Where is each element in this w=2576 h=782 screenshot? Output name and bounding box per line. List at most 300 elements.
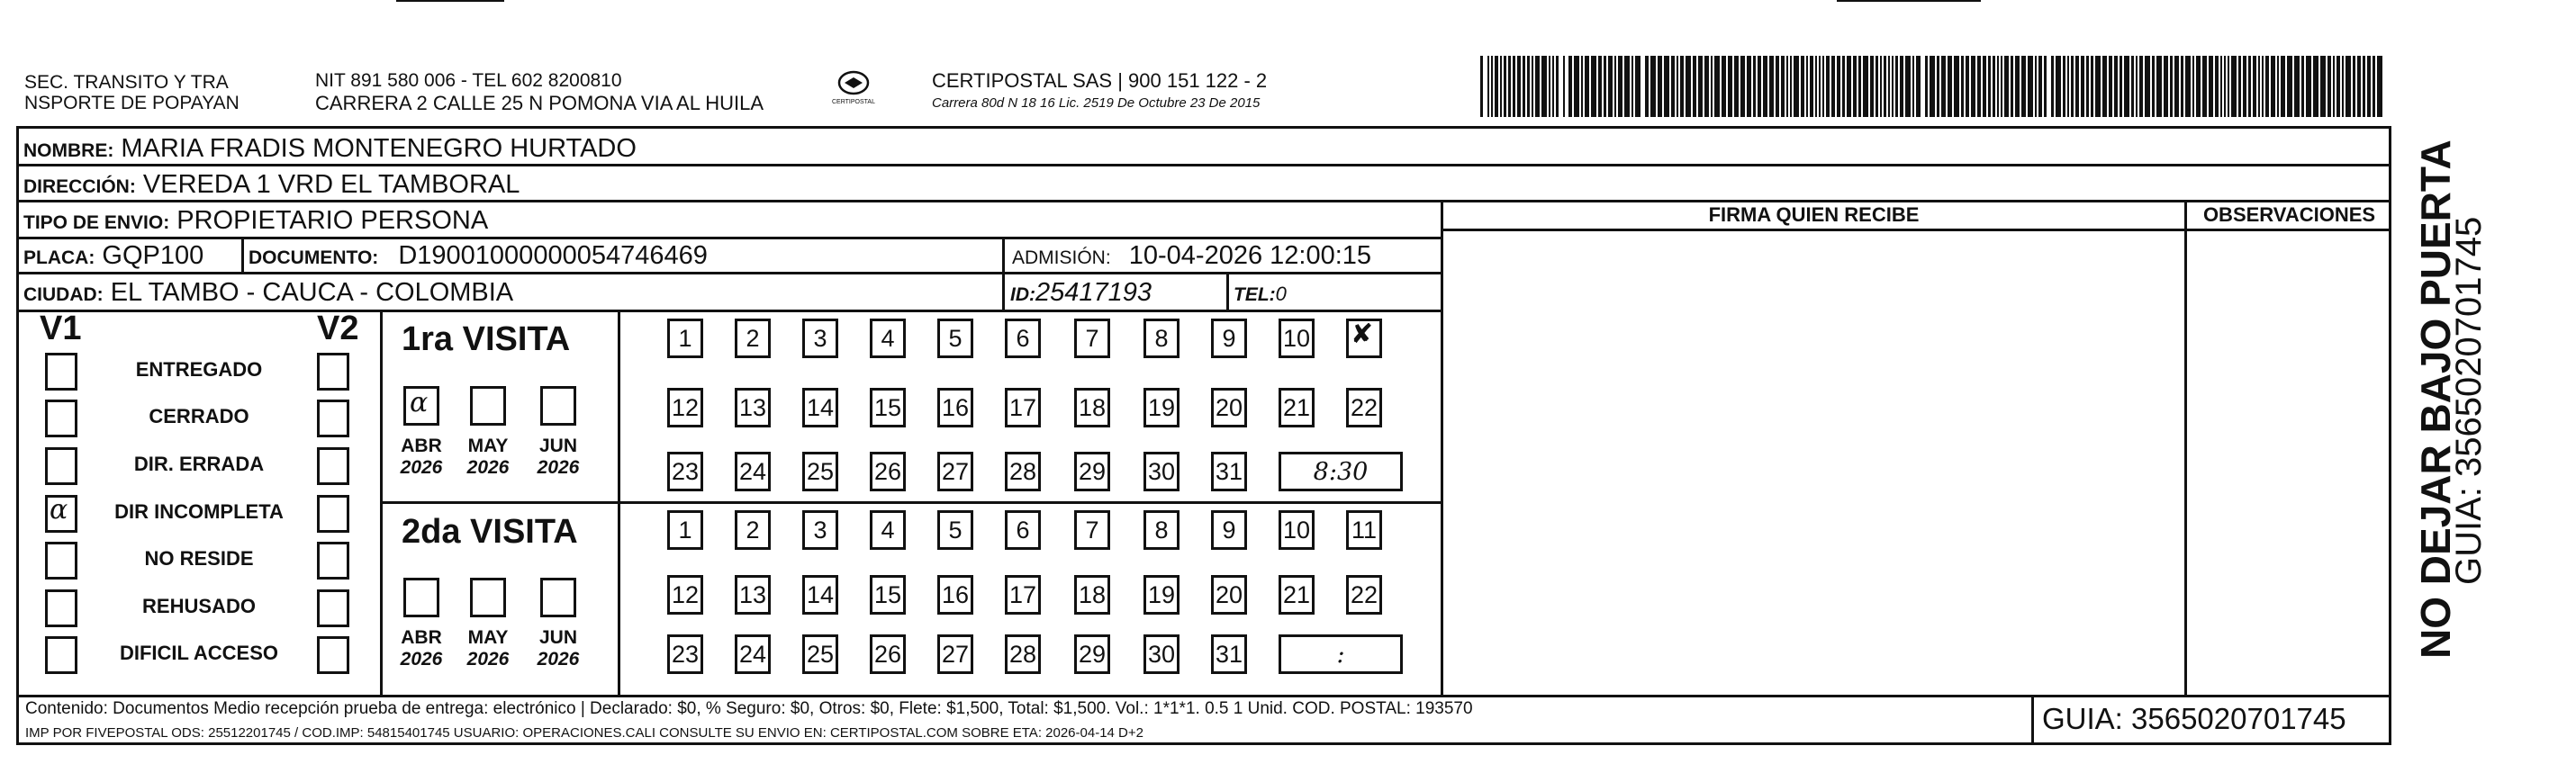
- barcode-bar: [1892, 56, 1894, 117]
- barcode-bar: [1608, 56, 1613, 117]
- barcode-bar: [1916, 56, 1921, 117]
- visit1-title: 1ra VISITA: [402, 320, 571, 358]
- courier-logo: [818, 68, 890, 113]
- barcode-bar: [1997, 56, 1999, 117]
- day-box[interactable]: 6: [1005, 319, 1041, 358]
- status-label: REHUSADO: [142, 595, 256, 617]
- barcode-bar: [1819, 56, 1821, 117]
- status-v2-checkbox[interactable]: [317, 447, 349, 485]
- day-box[interactable]: 10: [1279, 510, 1315, 550]
- barcode-bar: [2086, 56, 2089, 117]
- day-box[interactable]: 21: [1279, 575, 1315, 615]
- barcode-bar: [1591, 56, 1596, 117]
- month-checkbox[interactable]: [403, 578, 439, 617]
- barcode-bar: [1966, 56, 1969, 117]
- barcode-bar: [2152, 56, 2155, 117]
- barcode-bar: [1993, 56, 1995, 117]
- barcode-bar: [2124, 56, 2129, 117]
- barcode-bar: [2333, 56, 2335, 117]
- barcode-bar: [1831, 56, 1835, 117]
- day-box[interactable]: 4: [870, 510, 906, 550]
- barcode-bar: [1925, 56, 1928, 117]
- v2-label: V2: [317, 310, 359, 347]
- day-box[interactable]: 13: [735, 388, 771, 427]
- day-box[interactable]: 4: [870, 319, 906, 358]
- barcode-bar: [1954, 56, 1959, 117]
- barcode-bar: [2353, 56, 2355, 117]
- barcode-bar: [1810, 56, 1813, 117]
- footer-line-1: Contenido: Documentos Medio recepción prueba de entrega: electrónico | Declarado: $0, % Seguro: $0, Otros: $0, Flete: $1,500, Total: $1,500. Vol.: 1*1*1. 0.5 1 Unid. COD. POSTAL: 193570: [25, 699, 1473, 718]
- day-box[interactable]: 15: [870, 388, 906, 427]
- barcode-bar: [1722, 56, 1726, 117]
- barcode-bar: [2265, 56, 2269, 117]
- year-label: 2026: [400, 457, 443, 478]
- day-box[interactable]: 21: [1279, 388, 1315, 427]
- barcode-bar: [1677, 56, 1678, 117]
- id-row: [1010, 279, 1152, 309]
- status-v1-checkbox[interactable]: [45, 495, 77, 533]
- day-box[interactable]: 25: [802, 452, 838, 491]
- barcode-bar: [1487, 56, 1489, 117]
- barcode-bar: [2109, 56, 2112, 117]
- admision-row: [1012, 242, 1371, 272]
- day-box[interactable]: 30: [1143, 452, 1180, 491]
- barcode-bar: [2181, 56, 2183, 117]
- barcode-bar: [1664, 56, 1669, 117]
- day-box[interactable]: 26: [870, 452, 906, 491]
- month-checkbox[interactable]: [540, 386, 576, 426]
- month-label: JUN: [538, 436, 577, 456]
- tel-value: 0: [1275, 283, 1287, 305]
- status-label: DIR. ERRADA: [133, 453, 265, 475]
- col-divider: [2031, 695, 2034, 745]
- barcode-bar: [1728, 56, 1732, 117]
- documento-value: D19001000000054746469: [398, 241, 708, 270]
- day-box[interactable]: 3: [802, 510, 838, 550]
- day-box[interactable]: 8: [1143, 510, 1180, 550]
- barcode-bar: [1624, 56, 1630, 117]
- check-mark: α: [410, 387, 429, 418]
- firma-area[interactable]: [1443, 231, 2184, 695]
- barcode-bar: [2170, 56, 2173, 117]
- barcode-bar: [2071, 56, 2074, 117]
- barcode-bar: [2192, 56, 2194, 117]
- barcode-bar: [1763, 56, 1767, 117]
- barcode-bar: [2238, 56, 2241, 117]
- barcode-bar: [1853, 56, 1857, 117]
- time-value: :: [1336, 641, 1345, 669]
- barcode-bar: [1806, 56, 1808, 117]
- day-box[interactable]: 24: [735, 452, 771, 491]
- row-divider: [16, 695, 2391, 697]
- barcode-bar: [1776, 56, 1779, 117]
- barcode-bar: [2004, 56, 2009, 117]
- barcode-bar: [1568, 56, 1572, 117]
- barcode-bar: [1598, 56, 1602, 117]
- top-edge-mark: [1837, 0, 1981, 2]
- barcode-bar: [2248, 56, 2251, 117]
- admision-value: 10-04-2026 12:00:15: [1128, 241, 1372, 270]
- barcode-bar: [1826, 56, 1830, 117]
- status-v1-checkbox[interactable]: [45, 589, 77, 627]
- barcode-bar: [1581, 56, 1583, 117]
- day-box[interactable]: 27: [937, 452, 973, 491]
- barcode-bar: [1556, 56, 1559, 117]
- footer-guia: GUIA: 3565020701745: [2042, 702, 2346, 735]
- barcode-bar: [1905, 56, 1911, 117]
- v1-label: V1: [40, 310, 82, 347]
- barcode-bar: [2095, 56, 2101, 117]
- barcode-bar: [1842, 56, 1845, 117]
- day-box[interactable]: 27: [937, 634, 973, 674]
- month-label: ABR: [401, 627, 442, 648]
- status-v1-checkbox[interactable]: [45, 447, 77, 485]
- barcode-bar: [1941, 56, 1946, 117]
- day-box[interactable]: 7: [1074, 319, 1110, 358]
- day-box[interactable]: 3: [802, 319, 838, 358]
- ciudad-label: CIUDAD:: [23, 284, 104, 305]
- status-v2-checkbox[interactable]: [317, 542, 349, 580]
- courier-line: CERTIPOSTAL SAS | 900 151 122 - 2: [932, 69, 1268, 92]
- barcode-bar: [2120, 56, 2122, 117]
- direccion-row: [23, 171, 520, 201]
- visit2-title: 2da VISITA: [402, 513, 578, 551]
- time-box[interactable]: [1279, 452, 1403, 491]
- observaciones-area[interactable]: [2187, 231, 2391, 695]
- status-v1-checkbox[interactable]: [45, 400, 77, 437]
- day-box[interactable]: 2: [735, 319, 771, 358]
- day-box[interactable]: 11: [1346, 510, 1382, 550]
- status-v1-checkbox[interactable]: [45, 542, 77, 580]
- status-label: CERRADO: [149, 405, 249, 427]
- nit-line: NIT 891 580 006 - TEL 602 8200810: [315, 70, 622, 91]
- day-box[interactable]: 16: [937, 575, 973, 615]
- day-box[interactable]: 28: [1005, 452, 1041, 491]
- barcode-bar: [1948, 56, 1952, 117]
- barcode-bar: [2342, 56, 2344, 117]
- day-box[interactable]: 31: [1211, 634, 1247, 674]
- day-box[interactable]: 20: [1211, 388, 1247, 427]
- footer-line-2: IMP POR FIVEPOSTAL ODS: 25512201745 / COD.IMP: 54815401745 USUARIO: OPERACIONES.CALI CONSULTE SU ENVIO EN: CERTIPOSTAL.COM SOBRE ETA: 2026-04-14 D+2: [25, 725, 1143, 741]
- barcode-bar: [1900, 56, 1903, 117]
- month-label: MAY: [467, 436, 509, 456]
- barcode-bar: [2294, 56, 2300, 117]
- barcode-bar: [2336, 56, 2340, 117]
- barcode-bar: [1740, 56, 1745, 117]
- barcode-bar: [1988, 56, 1991, 117]
- barcode-bar: [2038, 56, 2042, 117]
- day-box[interactable]: 2: [735, 510, 771, 550]
- day-box[interactable]: 1: [667, 510, 703, 550]
- status-v2-checkbox[interactable]: [317, 589, 349, 627]
- barcode-bar: [1937, 56, 1939, 117]
- barcode-bar: [2327, 56, 2331, 117]
- barcode-bar: [1508, 56, 1511, 117]
- barcode-bar: [2243, 56, 2246, 117]
- day-box[interactable]: 12: [667, 388, 703, 427]
- col-divider: [1002, 237, 1005, 310]
- barcode-bar: [2131, 56, 2134, 117]
- barcode-bar: [1870, 56, 1874, 117]
- ciudad-value: EL TAMBO - CAUCA - COLOMBIA: [110, 278, 514, 307]
- barcode-bar: [2156, 56, 2162, 117]
- barcode-bar: [1686, 56, 1691, 117]
- barcode-bar: [1552, 56, 1554, 117]
- barcode-bar: [1747, 56, 1751, 117]
- barcode-bar: [1930, 56, 1935, 117]
- month-label: ABR: [401, 436, 442, 456]
- courier-address: Carrera 80d N 18 16 Lic. 2519 De Octubre 23 De 2015: [932, 95, 1261, 111]
- barcode-bar: [2114, 56, 2118, 117]
- barcode-bar: [2367, 56, 2371, 117]
- day-box[interactable]: 26: [870, 634, 906, 674]
- tel-row: [1234, 281, 1287, 309]
- time-box[interactable]: [1279, 634, 1403, 674]
- barcode-bar: [2377, 56, 2382, 117]
- placa-row: [23, 242, 203, 272]
- barcode-bar: [2139, 56, 2143, 117]
- barcode-bar: [1504, 56, 1506, 117]
- barcode-bar: [1549, 56, 1550, 117]
- barcode-bar: [2063, 56, 2065, 117]
- barcode-bar: [2231, 56, 2237, 117]
- barcode-bar: [2196, 56, 2201, 117]
- tipo-label: TIPO DE ENVIO:: [23, 212, 170, 233]
- barcode-bar: [1585, 56, 1589, 117]
- barcode-bar: [1658, 56, 1662, 117]
- barcode-bar: [1693, 56, 1696, 117]
- barcode-bar: [1769, 56, 1774, 117]
- year-label: 2026: [537, 457, 580, 478]
- barcode-bar: [1794, 56, 1799, 117]
- day-box[interactable]: 18: [1074, 575, 1110, 615]
- status-label: DIR INCOMPLETA: [114, 500, 284, 523]
- barcode-bar: [1698, 56, 1703, 117]
- sender-address: CARRERA 2 CALLE 25 N POMONA VIA AL HUILA: [315, 92, 764, 114]
- barcode-bar: [1517, 56, 1521, 117]
- day-box[interactable]: 22: [1346, 388, 1382, 427]
- status-v2-checkbox[interactable]: [317, 495, 349, 533]
- day-box[interactable]: 30: [1143, 634, 1180, 674]
- day-box[interactable]: 5: [937, 319, 973, 358]
- barcode-bar: [2357, 56, 2361, 117]
- month-label: MAY: [467, 627, 509, 648]
- row-divider: [380, 501, 1442, 504]
- day-box[interactable]: 16: [937, 388, 973, 427]
- barcode-bar: [2035, 56, 2037, 117]
- barcode-bar: [1786, 56, 1788, 117]
- day-box[interactable]: 6: [1005, 510, 1041, 550]
- day-box[interactable]: 7: [1074, 510, 1110, 550]
- barcode-bar: [2253, 56, 2256, 117]
- barcode-bar: [2262, 56, 2264, 117]
- time-value: 8:30: [1313, 458, 1369, 486]
- day-box[interactable]: 17: [1005, 575, 1041, 615]
- day-box[interactable]: 14: [802, 388, 838, 427]
- side-warning: NO DEJAR BAJO PUERTA: [2412, 139, 2459, 659]
- day-box[interactable]: 1: [667, 319, 703, 358]
- barcode-bar: [2164, 56, 2168, 117]
- day-box[interactable]: 19: [1143, 575, 1180, 615]
- top-edge-mark: [396, 0, 504, 2]
- barcode-bar: [2056, 56, 2061, 117]
- barcode-bar: [1971, 56, 1975, 117]
- day-box[interactable]: 18: [1074, 388, 1110, 427]
- barcode-bar: [1680, 56, 1684, 117]
- barcode-bar: [1604, 56, 1606, 117]
- year-label: 2026: [537, 649, 580, 670]
- month-checkbox[interactable]: [540, 578, 576, 617]
- barcode-bar: [1790, 56, 1792, 117]
- day-box[interactable]: 9: [1211, 510, 1247, 550]
- barcode-bar: [2224, 56, 2226, 117]
- day-box[interactable]: 10: [1279, 319, 1315, 358]
- placa-value: GQP100: [102, 241, 204, 270]
- barcode-bar: [1888, 56, 1890, 117]
- month-checkbox[interactable]: [470, 386, 506, 426]
- barcode-bar: [2209, 56, 2213, 117]
- barcode-bar: [1532, 56, 1533, 117]
- status-v1-checkbox[interactable]: [45, 353, 77, 391]
- barcode-bar: [2346, 56, 2351, 117]
- barcode-bar: [1480, 56, 1483, 117]
- barcode-bar: [1491, 56, 1493, 117]
- day-box[interactable]: 29: [1074, 452, 1110, 491]
- barcode-bar: [2174, 56, 2179, 117]
- barcode-bar: [2271, 56, 2275, 117]
- barcode-bar: [1912, 56, 1914, 117]
- barcode-bar: [1535, 56, 1540, 117]
- barcode-bar: [2202, 56, 2207, 117]
- day-box[interactable]: 5: [937, 510, 973, 550]
- barcode-bar: [2102, 56, 2107, 117]
- barcode-bar: [2075, 56, 2079, 117]
- day-box[interactable]: 15: [870, 575, 906, 615]
- barcode-bar: [1863, 56, 1868, 117]
- barcode-bar: [2373, 56, 2375, 117]
- barcode-bar: [1758, 56, 1761, 117]
- year-label: 2026: [466, 457, 510, 478]
- barcode-bar: [2258, 56, 2260, 117]
- barcode-bar: [1574, 56, 1579, 117]
- barcode-bar: [1977, 56, 1981, 117]
- sender-line-2: NSPORTE DE POPAYAN: [24, 93, 240, 113]
- tipo-value: PROPIETARIO PERSONA: [176, 206, 489, 235]
- row-divider: [16, 310, 1442, 312]
- barcode-bar: [1801, 56, 1804, 117]
- day-box[interactable]: 24: [735, 634, 771, 674]
- day-box[interactable]: 13: [735, 575, 771, 615]
- month-checkbox[interactable]: [470, 578, 506, 617]
- barcode-bar: [1983, 56, 1986, 117]
- barcode-bar: [1631, 56, 1633, 117]
- barcode-bar: [2363, 56, 2365, 117]
- barcode-bar: [2313, 56, 2318, 117]
- col-divider: [241, 237, 244, 274]
- day-box[interactable]: 14: [802, 575, 838, 615]
- barcode-bar: [2228, 56, 2229, 117]
- day-box[interactable]: 28: [1005, 634, 1041, 674]
- day-box[interactable]: 20: [1211, 575, 1247, 615]
- barcode-bar: [1781, 56, 1785, 117]
- barcode-bar: [1513, 56, 1515, 117]
- year-label: 2026: [466, 649, 510, 670]
- admision-label: ADMISIÓN:: [1012, 247, 1111, 268]
- barcode-bar: [1895, 56, 1898, 117]
- col-divider: [1226, 272, 1229, 310]
- status-v1-checkbox[interactable]: [45, 636, 77, 674]
- barcode-bar: [2081, 56, 2084, 117]
- day-box[interactable]: 31: [1211, 452, 1247, 491]
- day-box[interactable]: 23: [667, 634, 703, 674]
- barcode: [1480, 56, 2386, 117]
- barcode-bar: [1563, 56, 1565, 117]
- check-mark: α: [50, 494, 68, 526]
- day-box[interactable]: 8: [1143, 319, 1180, 358]
- day-box[interactable]: 29: [1074, 634, 1110, 674]
- barcode-bar: [2091, 56, 2093, 117]
- barcode-bar: [1650, 56, 1656, 117]
- day-box[interactable]: 12: [667, 575, 703, 615]
- barcode-bar: [2015, 56, 2020, 117]
- month-label: JUN: [538, 627, 577, 648]
- barcode-bar: [1714, 56, 1720, 117]
- barcode-bar: [1880, 56, 1882, 117]
- barcode-bar: [1541, 56, 1547, 117]
- barcode-bar: [2215, 56, 2219, 117]
- day-box[interactable]: 22: [1346, 575, 1382, 615]
- sender-line-1: SEC. TRANSITO Y TRA: [24, 72, 229, 93]
- tel-label: TEL:: [1234, 284, 1276, 305]
- day-box-marked[interactable]: [1346, 319, 1382, 358]
- day-box[interactable]: 25: [802, 634, 838, 674]
- barcode-bar: [1527, 56, 1530, 117]
- documento-row: [249, 242, 708, 272]
- nombre-value: MARIA FRADIS MONTENEGRO HURTADO: [121, 134, 637, 163]
- nombre-label: NOMBRE:: [23, 140, 114, 161]
- day-box[interactable]: 9: [1211, 319, 1247, 358]
- side-guia: GUIA: 3565020701745: [2449, 216, 2489, 585]
- barcode-bar: [2320, 56, 2326, 117]
- day-box[interactable]: 19: [1143, 388, 1180, 427]
- barcode-bar: [1822, 56, 1824, 117]
- barcode-bar: [1734, 56, 1739, 117]
- barcode-bar: [2277, 56, 2279, 117]
- barcode-bar: [2185, 56, 2191, 117]
- barcode-bar: [1645, 56, 1649, 117]
- documento-label: DOCUMENTO:: [249, 247, 379, 268]
- barcode-bar: [2051, 56, 2054, 117]
- status-v2-checkbox[interactable]: [317, 400, 349, 437]
- barcode-bar: [2011, 56, 2013, 117]
- barcode-bar: [2301, 56, 2304, 117]
- direccion-value: VEREDA 1 VRD EL TAMBORAL: [142, 170, 520, 199]
- day-box[interactable]: 23: [667, 452, 703, 491]
- month-checkbox[interactable]: [403, 386, 439, 426]
- observaciones-header: OBSERVACIONES: [2202, 203, 2376, 226]
- barcode-bar: [2287, 56, 2292, 117]
- barcode-bar: [1837, 56, 1840, 117]
- barcode-bar: [1495, 56, 1498, 117]
- status-v2-checkbox[interactable]: [317, 353, 349, 391]
- barcode-bar: [1847, 56, 1851, 117]
- barcode-bar: [1876, 56, 1878, 117]
- status-label: DIFICIL ACCESO: [119, 642, 278, 664]
- status-v2-checkbox[interactable]: [317, 636, 349, 674]
- day-box[interactable]: 17: [1005, 388, 1041, 427]
- barcode-bar: [2220, 56, 2222, 117]
- day-mark: ✘: [1351, 319, 1374, 350]
